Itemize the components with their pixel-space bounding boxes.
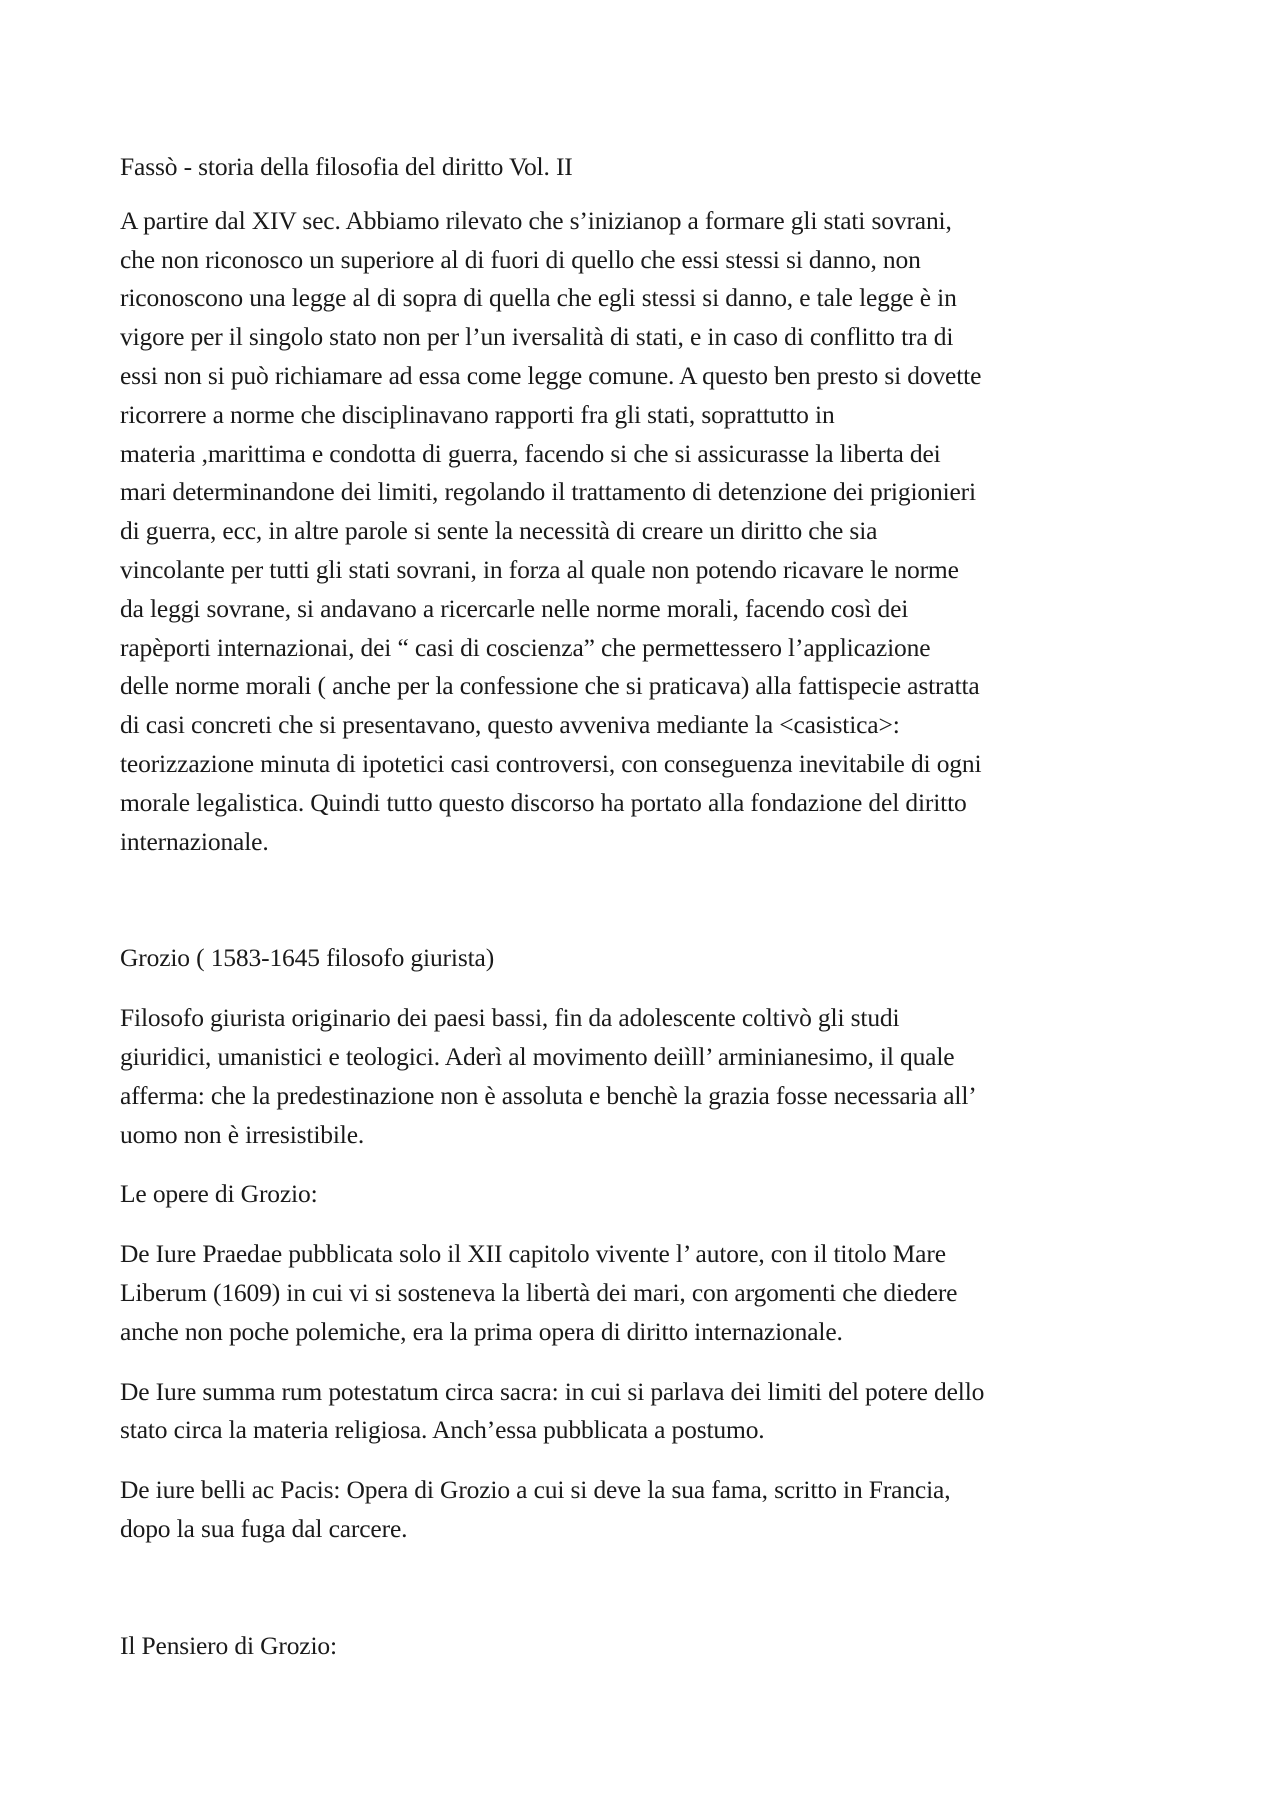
works-heading: Le opere di Grozio:: [120, 1179, 318, 1209]
text-line: materia ,marittima e condotta di guerra, facendo si che si assicurasse la liberta dei: [120, 438, 941, 468]
text-line: delle norme morali ( anche per la confessione che si praticava) alla fattispecie astratta: [120, 671, 980, 701]
text-line: mari determinandone dei limiti, regolando il trattamento di detenzione dei prigionieri: [120, 477, 976, 507]
text-line: ricorrere a norme che disciplinavano rapporti fra gli stati, soprattutto in: [120, 399, 835, 429]
text-line: A partire dal XIV sec. Abbiamo rilevato che s’inizianop a formare gli stati sovrani,: [120, 205, 952, 235]
paragraph-bio: [120, 999, 1170, 1154]
text-line: morale legalistica. Quindi tutto questo discorso ha portato alla fondazione del diritto: [120, 787, 967, 817]
section-heading-pensiero: Il Pensiero di Grozio:: [120, 1630, 337, 1660]
document-title: Fassò - storia della filosofia del diritto Vol. II: [120, 152, 573, 181]
blank-space: [120, 861, 1170, 939]
blank-space: [120, 1549, 1170, 1627]
text-line: afferma: che la predestinazione non è assoluta e benchè la grazia fosse necessaria all’: [120, 1080, 977, 1110]
text-line: uomo non è irresistibile.: [120, 1119, 365, 1149]
text-line: stato circa la materia religiosa. Anch’essa pubblicata a postumo.: [120, 1415, 765, 1445]
text-line: Liberum (1609) in cui vi si sosteneva la libertà dei mari, con argomenti che diedere: [120, 1277, 958, 1307]
text-line: teorizzazione minuta di ipotetici casi controversi, con conseguenza inevitabile di ogni: [120, 748, 982, 778]
text-line: anche non poche polemiche, era la prima opera di diritto internazionale.: [120, 1316, 843, 1346]
text-line: di casi concreti che si presentavano, questo avveniva mediante la <casistica>:: [120, 710, 900, 740]
text-line: De Iure Praedae pubblicata solo il XII capitolo vivente l’ autore, con il titolo Mare: [120, 1239, 946, 1269]
paragraph-work-de-iure-praedae: [120, 1235, 1170, 1351]
text-line: De Iure summa rum potestatum circa sacra: in cui si parlava dei limiti del potere dello: [120, 1376, 985, 1406]
text-line: di guerra, ecc, in altre parole si sente la necessità di creare un diritto che sia: [120, 516, 878, 546]
paragraph-work-de-iure-summarum: [120, 1373, 1170, 1451]
text-line: rapèporti internazionai, dei “ casi di coscienza” che permettessero l’applicazione: [120, 632, 931, 662]
section-heading-grozio: Grozio ( 1583-1645 filosofo giurista): [120, 943, 495, 973]
text-line: vigore per il singolo stato non per l’un iversalità di stati, e in caso di conflitto tra di: [120, 322, 954, 352]
document-page: [120, 148, 1170, 1666]
paragraph-intro: [120, 202, 1180, 862]
text-line: essi non si può richiamare ad essa come legge comune. A questo ben presto si dovette: [120, 360, 982, 390]
text-line: che non riconosco un superiore al di fuori di quello che essi stessi si danno, non: [120, 244, 921, 274]
text-line: Filosofo giurista originario dei paesi bassi, fin da adolescente coltivò gli studi: [120, 1003, 900, 1033]
text-line: vincolante per tutti gli stati sovrani, in forza al quale non potendo ricavare le norme: [120, 554, 959, 584]
text-line: internazionale.: [120, 826, 269, 856]
text-line: De iure belli ac Pacis: Opera di Grozio a cui si deve la sua fama, scritto in Francia,: [120, 1475, 951, 1505]
text-line: riconoscono una legge al di sopra di quella che egli stessi si danno, e tale legge è in: [120, 283, 957, 313]
text-line: da leggi sovrane, si andavano a ricercarle nelle norme morali, facendo così dei: [120, 593, 909, 623]
paragraph-work-de-iure-belli: [120, 1471, 1170, 1549]
text-line: dopo la sua fuga dal carcere.: [120, 1513, 408, 1543]
text-line: giuridici, umanistici e teologici. Aderì al movimento deiìll’ arminianesimo, il quale: [120, 1041, 955, 1071]
